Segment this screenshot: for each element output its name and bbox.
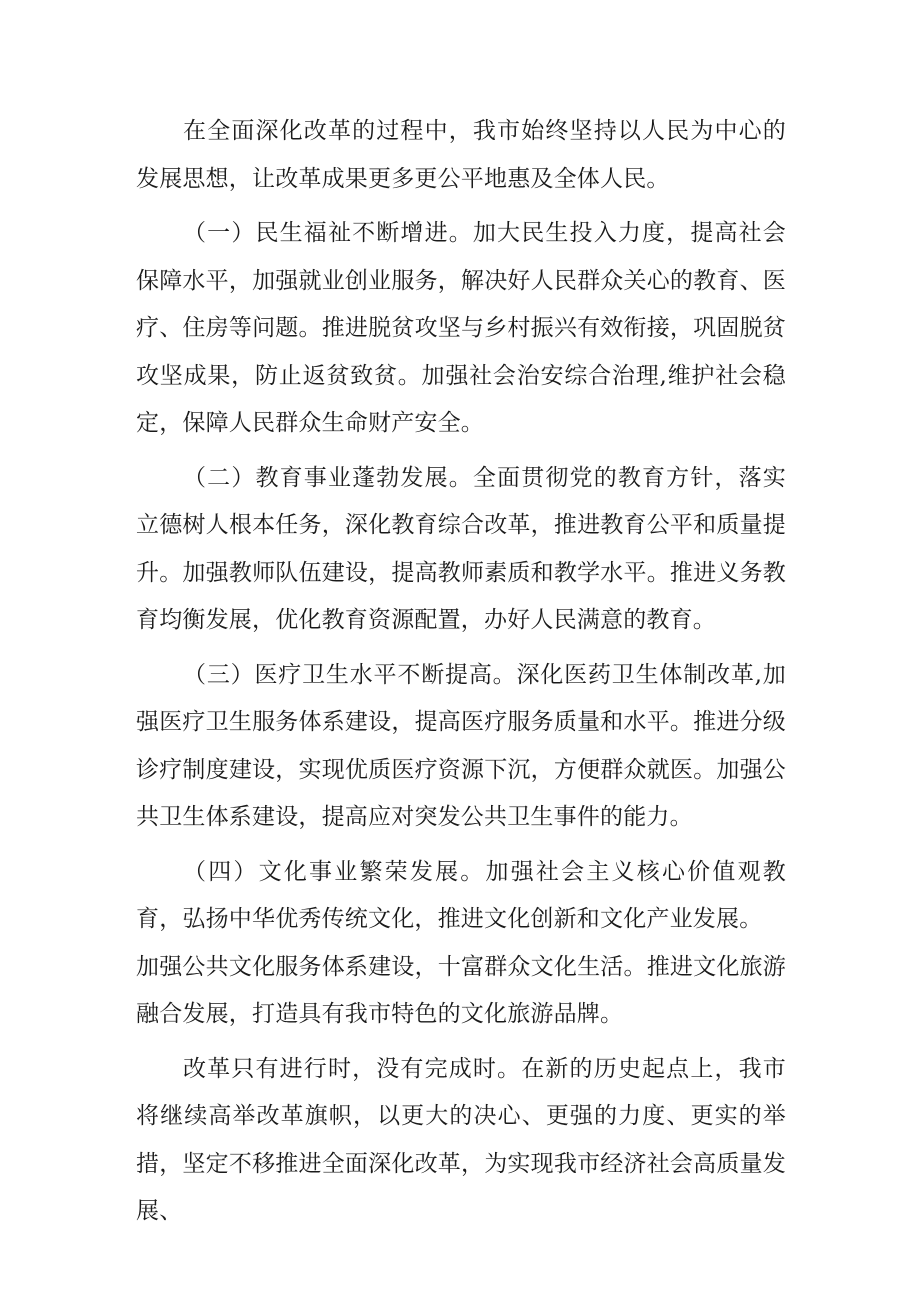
paragraph-healthcare: （三）医疗卫生水平不断提高。深化医药卫生体制改革,加强医疗卫生服务体系建设，提高医疗服务质量和水平。推进分级诊疗制度建设，实现优质医疗资源下沉，方便群众就医。加强公共卫生体系建设，提高应对突发公共卫生事件的能力。 [136, 661, 786, 830]
paragraph-intro: 在全面深化改革的过程中，我市始终坚持以人民为中心的发展思想，让改革成果更多更公平地惠及全体人民。 [136, 118, 786, 192]
paragraph-culture-continued: 加强公共文化服务体系建设，十富群众文化生活。推进文化旅游融合发展，打造具有我市特色的文化旅游品牌。 [136, 953, 786, 1027]
paragraph-culture: （四）文化事业繁荣发展。加强社会主义核心价值观教育，弘扬中华优秀传统文化，推进文化创新和文化产业发展。 [136, 858, 786, 932]
document-body [136, 108, 786, 1236]
paragraph-livelihood: （一）民生福祉不断增进。加大民生投入力度，提高社会保障水平，加强就业创业服务，解决好人民群众关心的教育、医疗、住房等问题。推进脱贫攻坚与乡村振兴有效衔接，巩固脱贫攻坚成果，防止返贫致贫。加强社会治安综合治理,维护社会稳定，保障人民群众生命财产安全。 [136, 220, 786, 436]
paragraph-conclusion: 改革只有进行时，没有完成时。在新的历史起点上，我市将继续高举改革旗帜，以更大的决心、更强的力度、更实的举措，坚定不移推进全面深化改革，为实现我市经济社会高质量发展、 [136, 1055, 786, 1224]
paragraph-education: （二）教育事业蓬勃发展。全面贯彻党的教育方针，落实立德树人根本任务，深化教育综合改革，推进教育公平和质量提升。加强教师队伍建设，提高教师素质和教学水平。推进义务教育均衡发展，优化教育资源配置，办好人民满意的教育。 [136, 464, 786, 633]
